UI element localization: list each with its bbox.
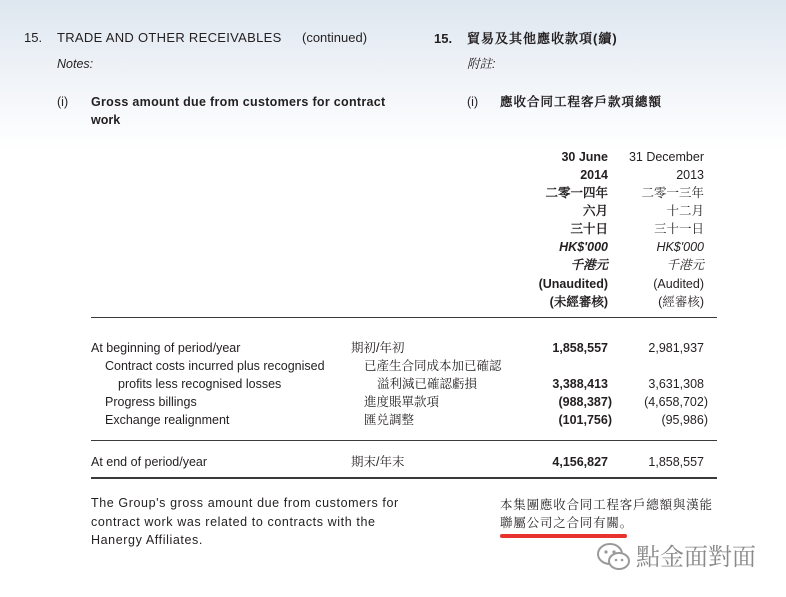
row-exchange-label-en: Exchange realignment — [105, 413, 230, 427]
col-2014-zh-line2: 六月 — [582, 204, 608, 218]
watermark-text: 點金面對面 — [636, 543, 756, 571]
subsection-title-en-line2: work — [91, 113, 121, 127]
row-billings-2013: (4,658,702) — [644, 395, 708, 409]
table-mid-rule — [91, 440, 717, 441]
row-contract-costs-label-en-line2: profits less recognised losses — [118, 377, 282, 391]
col-2014-currency-zh: 千港元 — [570, 258, 608, 272]
col-2014-audit: (Unaudited) — [538, 277, 608, 291]
row-contract-costs-2014: 3,388,413 — [552, 377, 608, 391]
footnote-zh-line1: 本集團應收合同工程客戶總額與漢能 — [500, 498, 713, 512]
section-number-en: 15. — [24, 30, 43, 45]
footnote-zh-line2: 聯屬公司之合同有關。 — [500, 516, 634, 530]
row-exchange-2013: (95,986) — [661, 413, 708, 427]
row-end-label-en: At end of period/year — [91, 455, 208, 469]
col-2013-zh-line1: 二零一三年 — [641, 186, 704, 200]
wechat-logo-icon — [596, 542, 632, 572]
subsection-title-zh: 應收合同工程客戶款項總額 — [500, 95, 663, 109]
notes-label-en: Notes: — [57, 57, 94, 71]
subsection-label-en: (i) — [57, 95, 69, 109]
footnote-en-line1: The Group's gross amount due from customers for — [91, 496, 399, 510]
table-top-rule — [91, 317, 717, 318]
col-2013-zh-line2: 十二月 — [666, 204, 704, 218]
row-exchange-2014: (101,756) — [558, 413, 612, 427]
row-beginning-2014: 1,858,557 — [552, 341, 608, 355]
section-number-zh: 15. — [434, 31, 453, 46]
col-2014-date-line1: 30 June — [561, 150, 608, 164]
row-contract-costs-label-zh-line1: 已產生合同成本加已確認 — [364, 359, 502, 373]
row-billings-label-zh: 進度賬單款項 — [364, 395, 440, 409]
row-billings-2014: (988,387) — [558, 395, 612, 409]
col-2013-zh-line3: 三十一日 — [653, 222, 704, 236]
row-exchange-label-zh: 匯兑調整 — [364, 413, 415, 427]
col-2013-audit: (Audited) — [653, 277, 704, 291]
row-end-2014: 4,156,827 — [552, 455, 608, 469]
section-continued-en: (continued) — [302, 30, 368, 45]
col-2014-zh-line1: 二零一四年 — [545, 186, 608, 200]
row-beginning-label-en: At beginning of period/year — [91, 341, 241, 355]
col-2014-audit-zh: (未經審核) — [549, 295, 608, 309]
row-end-label-zh: 期末/年末 — [351, 455, 405, 469]
row-beginning-label-zh: 期初/年初 — [351, 341, 405, 355]
col-2013-currency-zh: 千港元 — [666, 258, 704, 272]
section-title-zh: 貿易及其他應收款項(續) — [467, 31, 618, 46]
row-end-2013: 1,858,557 — [648, 455, 704, 469]
subsection-label-zh: (i) — [467, 95, 479, 109]
col-2013-date-line1: 31 December — [628, 150, 704, 164]
col-2014-date-line2: 2014 — [580, 168, 608, 182]
col-2014-zh-line3: 三十日 — [570, 222, 608, 236]
subsection-title-en-line1: Gross amount due from customers for contract — [91, 95, 386, 109]
row-contract-costs-2013: 3,631,308 — [648, 377, 704, 391]
col-2013-audit-zh: (經審核) — [658, 295, 704, 309]
row-contract-costs-label-zh-line2: 溢利減已確認虧損 — [377, 377, 478, 391]
row-contract-costs-label-en-line1: Contract costs incurred plus recognised — [105, 359, 325, 373]
row-beginning-2013: 2,981,937 — [648, 341, 704, 355]
footnote-en-line2: contract work was related to contracts with the — [91, 515, 376, 529]
footnote-en-line3: Hanergy Affiliates. — [91, 533, 203, 547]
col-2013-date-line2: 2013 — [676, 168, 704, 182]
watermark — [596, 538, 776, 578]
notes-label-zh: 附註: — [467, 57, 496, 71]
col-2013-currency: HK$'000 — [656, 240, 704, 254]
section-title-en: TRADE AND OTHER RECEIVABLES — [57, 30, 282, 45]
row-billings-label-en: Progress billings — [105, 395, 197, 409]
table-bottom-rule — [91, 477, 717, 479]
col-2014-currency: HK$'000 — [559, 240, 608, 254]
